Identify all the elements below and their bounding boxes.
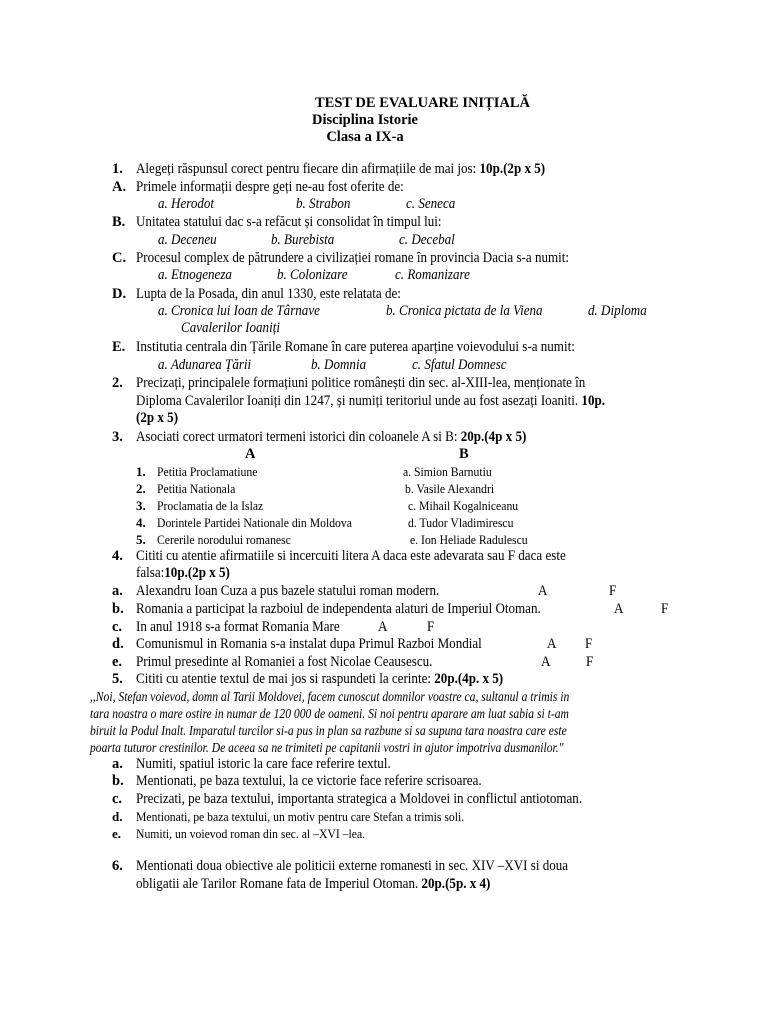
q5d-text: Mentionati, pe baza textului, un motiv pentru care Stefan a trimis soli. xyxy=(136,809,465,824)
q1b-option-a: a. Deceneu xyxy=(158,232,217,248)
q4b-false-option[interactable]: F xyxy=(661,601,669,617)
q5-quote-line-4: poarta tuturor crestinilor. De aceea sa ne trimiteti pe capitanii vostri in ajutor impotriva dusmanilor." xyxy=(90,740,564,755)
q1b-option-b: b. Burebista xyxy=(271,232,335,248)
q4b-true-option[interactable]: A xyxy=(614,601,624,617)
q3-row-4-a: Dorintele Partidei Nationale din Moldova xyxy=(157,515,352,530)
q3-row-5-a: Cererile norodului romanesc xyxy=(157,532,291,547)
q1e-option-b: b. Domnia xyxy=(311,357,367,373)
q3-row-4-number: 4. xyxy=(136,515,146,530)
q1e-letter: E. xyxy=(112,339,126,355)
q6-line1: Mentionati doua obiective ale politicii externe romanesti in sec. XIV –XVI si doua xyxy=(136,858,569,874)
q3-row-2-b: b. Vasile Alexandri xyxy=(405,481,495,496)
q4a-false-option[interactable]: F xyxy=(609,583,617,599)
q5b-letter: b. xyxy=(112,773,124,789)
q1b-letter: B. xyxy=(112,214,126,230)
q1c-text: Procesul complex de pătrundere a civilizației romane în provincia Dacia s-a numit: xyxy=(136,250,570,266)
q1a-letter: A. xyxy=(112,179,127,195)
q4d-text: Comunismul in Romania s-a instalat dupa Primul Razboi Mondial xyxy=(136,636,482,652)
q3-row-1-number: 1. xyxy=(136,464,146,479)
q3-row-3-b: c. Mihail Kogalniceanu xyxy=(408,498,519,513)
q4d-false-option[interactable]: F xyxy=(585,636,593,652)
q5-text xyxy=(136,671,503,688)
q5-points: 20p.(4p. x 5) xyxy=(434,671,504,687)
q5-quote-line-3: biruit la Podul Inalt. Imparatul turcilor si-a pus in plan sa razbune si sa supuna tara noastra care este xyxy=(90,723,567,738)
q1d-text: Lupta de la Posada, din anul 1330, este relatata de: xyxy=(136,286,401,302)
q6-line2-text: obligatii ale Tarilor Romane fata de Imperiul Otoman. xyxy=(136,876,419,892)
q3-row-2-a: Petitia Nationala xyxy=(157,481,236,496)
q1e-option-c: c. Sfatul Domnesc xyxy=(412,357,507,373)
q3-row-1-a: Petitia Proclamatiune xyxy=(157,464,258,479)
q3-number: 3. xyxy=(112,429,123,445)
q4e-true-option[interactable]: A xyxy=(541,654,551,670)
q1c-letter: C. xyxy=(112,250,127,266)
q4a-true-option[interactable]: A xyxy=(538,583,548,599)
q1a-text: Primele informații despre geți ne-au fost oferite de: xyxy=(136,179,404,195)
q1a-option-b: b. Strabon xyxy=(296,196,351,212)
q1a-option-c: c. Seneca xyxy=(406,196,456,212)
q1-text-body: Alegeți răspunsul corect pentru fiecare din afirmațiile de mai jos: xyxy=(136,161,477,177)
q5c-letter: c. xyxy=(112,791,123,807)
q4b-letter: b. xyxy=(112,601,124,617)
q4c-letter: c. xyxy=(112,619,123,635)
q4-line2-text: falsa: xyxy=(136,565,165,581)
class-text: Clasa a IX-a xyxy=(326,129,404,145)
q4a-text: Alexandru Ioan Cuza a pus bazele statului roman modern. xyxy=(136,583,440,599)
q4-line2 xyxy=(136,565,230,582)
discipline-text: Disciplina Istorie xyxy=(312,112,418,128)
q1d-letter: D. xyxy=(112,286,127,302)
q2-points: 10p. xyxy=(581,393,605,409)
q1c-option-b: b. Colonizare xyxy=(277,267,348,283)
q4a-letter: a. xyxy=(112,583,123,599)
q3-text-body: Asociati corect urmatori termeni istorici din coloanele A si B: xyxy=(136,429,458,445)
q5-quote-line-1: ,,Noi, Stefan voievod, domn al Tarii Moldovei, facem cunoscut domnilor voastre ca, sultanul a trimis in xyxy=(90,689,570,704)
q5-quote-line-2: tara noastra o mare ostire in numar de 120 000 de oameni. Si noi pentru aparare am luat sabia si t-am xyxy=(90,706,569,721)
q3-column-b-header: B xyxy=(459,446,469,462)
q2-line2-text: Diploma Cavalerilor Ioaniți din 1247, și numiți teritoriul unde au fost asezați Ioaniti. xyxy=(136,393,579,409)
q3-row-1-b: a. Simion Barnutiu xyxy=(403,464,492,479)
q4b-text: Romania a participat la razboiul de independenta alaturi de Imperiul Otoman. xyxy=(136,601,541,617)
q4e-letter: e. xyxy=(112,654,123,670)
q3-row-2-number: 2. xyxy=(136,481,146,496)
q5b-text: Mentionati, pe baza textului, la ce victorie face referire scrisoarea. xyxy=(136,773,482,789)
q4e-false-option[interactable]: F xyxy=(586,654,594,670)
q1-text xyxy=(136,161,545,178)
q3-row-5-number: 5. xyxy=(136,532,146,547)
q2-points-detail: (2p x 5) xyxy=(136,410,179,426)
q1d-option-a: a. Cronica lui Ioan de Târnave xyxy=(158,303,320,319)
q1d-option-c: d. Diploma xyxy=(588,303,647,319)
q2-line2 xyxy=(136,393,605,410)
q6-number: 6. xyxy=(112,858,123,874)
q5-text-body: Cititi cu atentie textul de mai jos si raspundeti la cerinte: xyxy=(136,671,432,687)
q1-points: 10p.(2p x 5) xyxy=(479,161,546,177)
q3-column-a-header: A xyxy=(245,446,256,462)
q2-line1: Precizați, principalele formațiuni politice românești din sec. al-XIII-lea, menționate în xyxy=(136,375,586,391)
q4-line1: Cititi cu atentie afirmatiile si incercuiti litera A daca este adevarata sau F daca este xyxy=(136,548,566,564)
q5e-letter: e. xyxy=(112,826,122,841)
q3-row-4-b: d. Tudor Vladimirescu xyxy=(408,515,514,530)
q4c-text: In anul 1918 s-a format Romania Mare xyxy=(136,619,340,635)
q4d-true-option[interactable]: A xyxy=(547,636,557,652)
q4d-letter: d. xyxy=(112,636,124,652)
q3-row-5-b: e. Ion Heliade Radulescu xyxy=(410,532,528,547)
page-title-text: TEST DE EVALUARE INIȚIALĂ xyxy=(314,95,531,111)
q5a-text: Numiti, spatiul istoric la care face referire textul. xyxy=(136,756,391,772)
q5a-letter: a. xyxy=(112,756,123,772)
q1c-option-a: a. Etnogeneza xyxy=(158,267,232,283)
q1b-text: Unitatea statului dac s-a refăcut și consolidat în timpul lui: xyxy=(136,214,442,230)
class-label xyxy=(0,129,730,146)
q3-text xyxy=(136,429,526,446)
q5c-text: Precizati, pe baza textului, importanta strategica a Moldovei in conflictul antiotoman. xyxy=(136,791,583,807)
discipline-label xyxy=(0,112,730,129)
q4-points: 10p.(2p x 5) xyxy=(164,565,230,581)
q1d-option-b: b. Cronica pictata de la Viena xyxy=(386,303,543,319)
q1d-option-c-continued: Cavalerilor Ioaniți xyxy=(181,320,280,336)
q5-number: 5. xyxy=(112,671,123,687)
q3-row-3-number: 3. xyxy=(136,498,146,513)
q1b-option-c: c. Decebal xyxy=(399,232,455,248)
q1e-option-a: a. Adunarea Țării xyxy=(158,357,252,373)
q1a-option-a: a. Herodot xyxy=(158,196,215,212)
q4-number: 4. xyxy=(112,548,123,564)
q1c-option-c: c. Romanizare xyxy=(395,267,470,283)
q6-line2 xyxy=(136,876,490,893)
q3-row-3-a: Proclamatia de la Islaz xyxy=(157,498,264,513)
q1-number: 1. xyxy=(112,161,123,177)
q5d-letter: d. xyxy=(112,809,123,824)
q4c-true-option[interactable]: A xyxy=(378,619,388,635)
q1e-text: Institutia centrala din Țările Romane în care puterea aparține voievodului s-a numit: xyxy=(136,339,575,355)
q3-points: 20p.(4p x 5) xyxy=(460,429,527,445)
q6-points: 20p.(5p. x 4) xyxy=(421,876,491,892)
q2-number: 2. xyxy=(112,375,123,391)
q4e-text: Primul presedinte al Romaniei a fost Nicolae Ceausescu. xyxy=(136,654,433,670)
q5e-text: Numiti, un voievod roman din sec. al –XVI –lea. xyxy=(136,826,366,841)
page-title xyxy=(0,95,768,112)
q4c-false-option[interactable]: F xyxy=(427,619,435,635)
